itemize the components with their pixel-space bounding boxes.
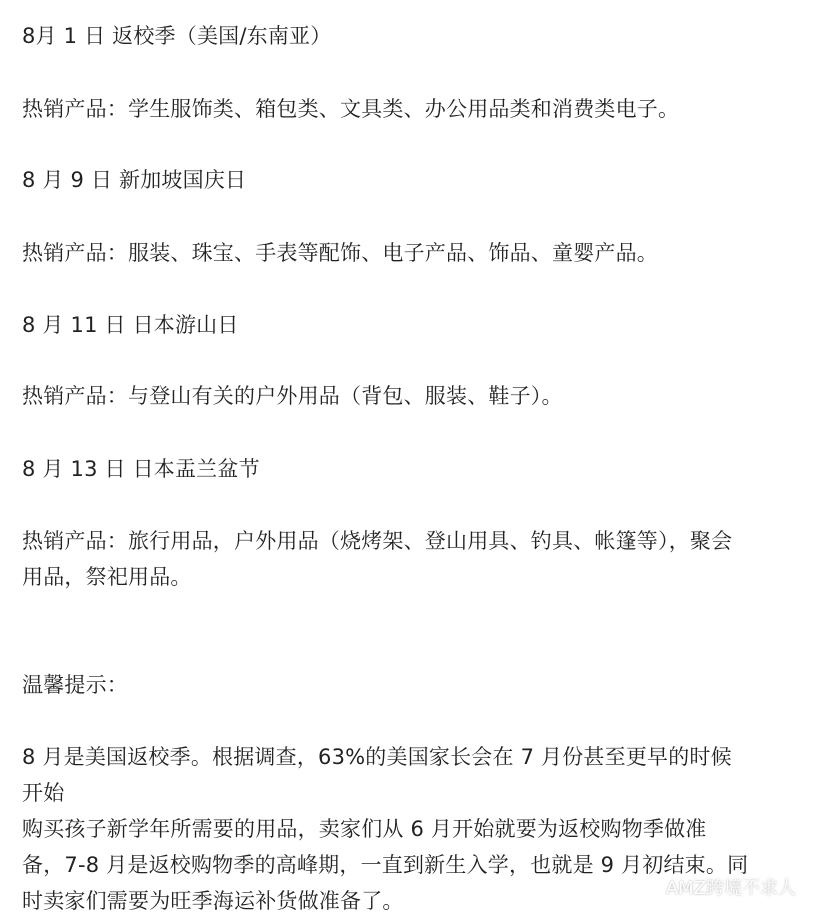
wechat-icon [628,876,658,898]
tips-paragraph-line-3: 购买孩子新学年所需要的用品，卖家们从 6 月开始就要为返校购物季做准 [22,817,707,841]
tips-paragraph-line-5: 时卖家们需要为旺季海运补货做准备了。 [22,889,404,913]
section-heading-aug1: 8月 1 日 返校季（美国/东南亚） [22,24,332,48]
tips-heading: 温馨提示： [22,673,128,697]
hot-products-aug13-cont: 用品，祭祀用品。 [22,565,192,589]
hot-products-aug9: 热销产品：服装、珠宝、手表等配饰、电子产品、饰品、童婴产品。 [22,241,658,265]
section-heading-aug11: 8 月 11 日 日本游山日 [22,313,239,337]
watermark-text: AMZ跨境不求人 [665,878,796,899]
hot-products-aug11: 热销产品：与登山有关的户外用品（背包、服装、鞋子）。 [22,384,563,408]
hot-products-aug1: 热销产品：学生服饰类、箱包类、文具类、办公用品类和消费类电子。 [22,97,680,121]
tips-paragraph-line-2: 开始 [22,781,65,805]
section-heading-aug13: 8 月 13 日 日本盂兰盆节 [22,457,260,481]
hot-products-aug13: 热销产品：旅行用品，户外用品（烧烤架、登山用具、钓具、帐篷等），聚会 [22,529,733,553]
section-heading-aug9: 8 月 9 日 新加坡国庆日 [22,168,247,192]
tips-paragraph-line-1: 8 月是美国返校季。根据调查，63%的美国家长会在 7 月份甚至更早的时候 [22,745,732,769]
tips-paragraph-line-4: 备，7-8 月是返校购物季的高峰期，一直到新生入学，也就是 9 月初结束。同 [22,853,749,877]
watermark [628,874,796,900]
